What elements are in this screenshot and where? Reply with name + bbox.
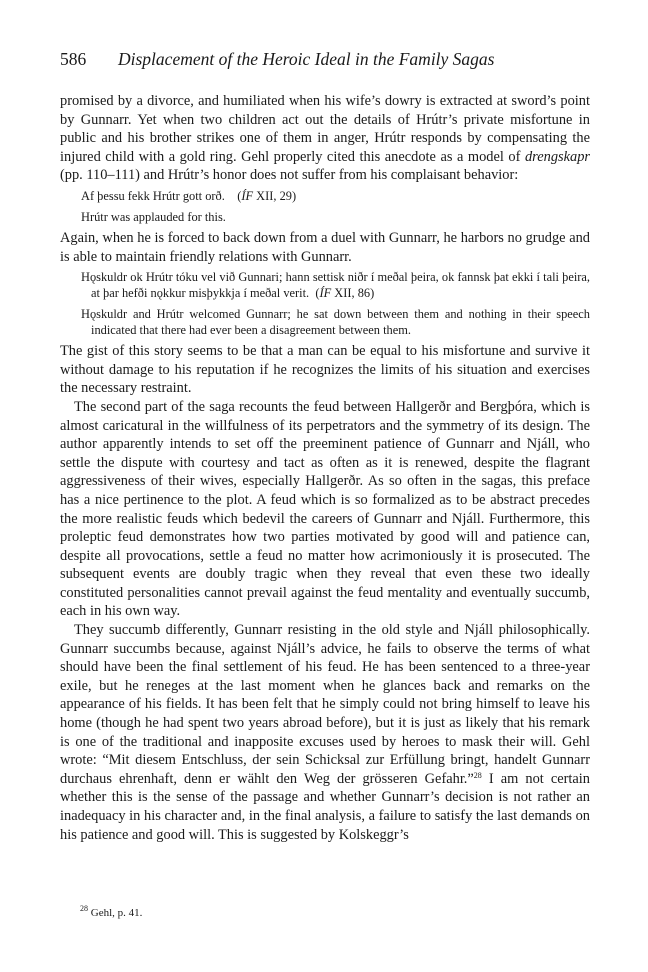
paragraph-3: The gist of this story seems to be that a man can be equal to his misfortune and survive it without damage to his reputation if he recognizes the limits of his situation and exercises the necessary restraint. (60, 343, 590, 397)
footnote-number: 28 (80, 904, 88, 913)
quote-1-ref-prefix: ( (237, 188, 242, 203)
quote-1-ref-abbr: ÍF (241, 188, 254, 203)
paragraph-2: Again, when he is forced to back down from a duel with Gunnarr, he harbors no grudge and is able to maintain friendly relations with Gunnarr. (60, 229, 590, 265)
term-drengskapr: drengskapr (524, 148, 590, 165)
footnote (80, 906, 142, 920)
quote-2-ref-rest: XII, 86) (331, 286, 375, 301)
page-content (60, 48, 590, 844)
quote-2-text (81, 269, 590, 301)
paragraph-5 (60, 621, 590, 844)
paragraph-5-part-a: They succumb differently, Gunnarr resisting in the old style and Njáll philosophically. Gunnarr succumbs because, against Njáll’s advice, he fails to observe the terms of what should have been the final settlement of his feud. He has been sentenced to a three-year exile, but he reneges at the last moment when he glances back and remarks on the appearance of his fields. It has been felt that he simply could not bring himself to leave his home (though he had spent two years abroad before), but it is just as likely that his remark is one of the traditional and inapposite excuses used by heroes to mask their will. Gehl wrote: “Mit diesem Entschluss, der sein Schicksal zur Erfüllung bringt, handelt Gunnarr durchaus ehrenhaft, denn er wählt den Weg der grösseren Gefahr.” (60, 622, 590, 787)
paragraph-1-part-a: promised by a divorce, and humiliated when his wife’s dowry is extracted at sword’s point by Gunnarr. Yet when two children act out the details of Hrútr’s private misfortune in public and his brother strikes one of them in anger, Hrútr responds by compensating the injured child with a gold ring. Gehl properly cited this anecdote as a model of (60, 93, 590, 165)
quote-1-ref-rest: XII, 29) (253, 188, 297, 203)
body-text (60, 92, 590, 844)
quote-2-ref-prefix: ( (315, 286, 320, 301)
quote-1-original: Af þessu fekk Hrútr gott orð. (81, 188, 225, 203)
quote-2-original: Hǫskuldr ok Hrútr tóku vel við Gunnari; hann settisk niðr í meðal þeira, ok fannsk þat ekki í tali þeira, at þar hefði nǫkkur misþykkja í meðal verit. (81, 270, 590, 301)
paragraph-1-part-b: (pp. 110–111) and Hrútr’s honor does not suffer from his complaisant behavior: (60, 167, 519, 184)
running-title: Displacement of the Heroic Ideal in the Family Sagas (118, 49, 495, 69)
paragraph-4: The second part of the saga recounts the feud between Hallgerðr and Bergþóra, which is almost caricatural in the willfulness of its perpetrators and the symmetry of its design. The author apparently intends to set off the preeminent patience of Gunnarr and Njáll, who settle the dispute with courtesy and tact as often as it is renewed, despite the flagrant aggressiveness of their wives, especially Hallgerðr. As so often in the sagas, this preface has a nice pertinence to the plot. A feud which is so formalized as to be abstract precedes the more realistic feuds which bedevil the careers of Gunnarr and Njáll. Furthermore, this proleptic feud demonstrates how two parties motivated by good will and patience can, despite all provocations, settle a feud no matter how acrimoniously it is prosecuted. The subsequent events are doubly tragic when they reveal that even these two ideally constituted personalities cannot prevail against the feud mentality and eventually succumb, each in his own way. (60, 398, 590, 620)
page-number: 586 (60, 49, 87, 69)
footnote-ref-28[interactable]: 28 (473, 770, 482, 780)
running-head (60, 48, 590, 70)
quote-1-translation: Hrútr was applauded for this. (81, 209, 226, 224)
quote-2-translation: Hǫskuldr and Hrútr welcomed Gunnarr; he sat down between them and nothing in their speech indicated that there had ever been a disagreement between them. (81, 307, 590, 338)
block-quote-2 (60, 269, 590, 338)
paragraph-5-part-b: I am not certain whether this is the sense of the passage and whether Gunnarr’s decision is not rather an inadequacy in his character and, in the final analysis, a failure to satisfy the last demands on his patience and good will. This is suggested by Kolskeggr’s (60, 770, 590, 843)
block-quote-1 (60, 188, 590, 225)
quote-2-ref-abbr: ÍF (319, 286, 332, 301)
paragraph-1 (60, 92, 590, 185)
quote-1-text (81, 188, 590, 204)
footnote-text: Gehl, p. 41. (88, 907, 143, 919)
